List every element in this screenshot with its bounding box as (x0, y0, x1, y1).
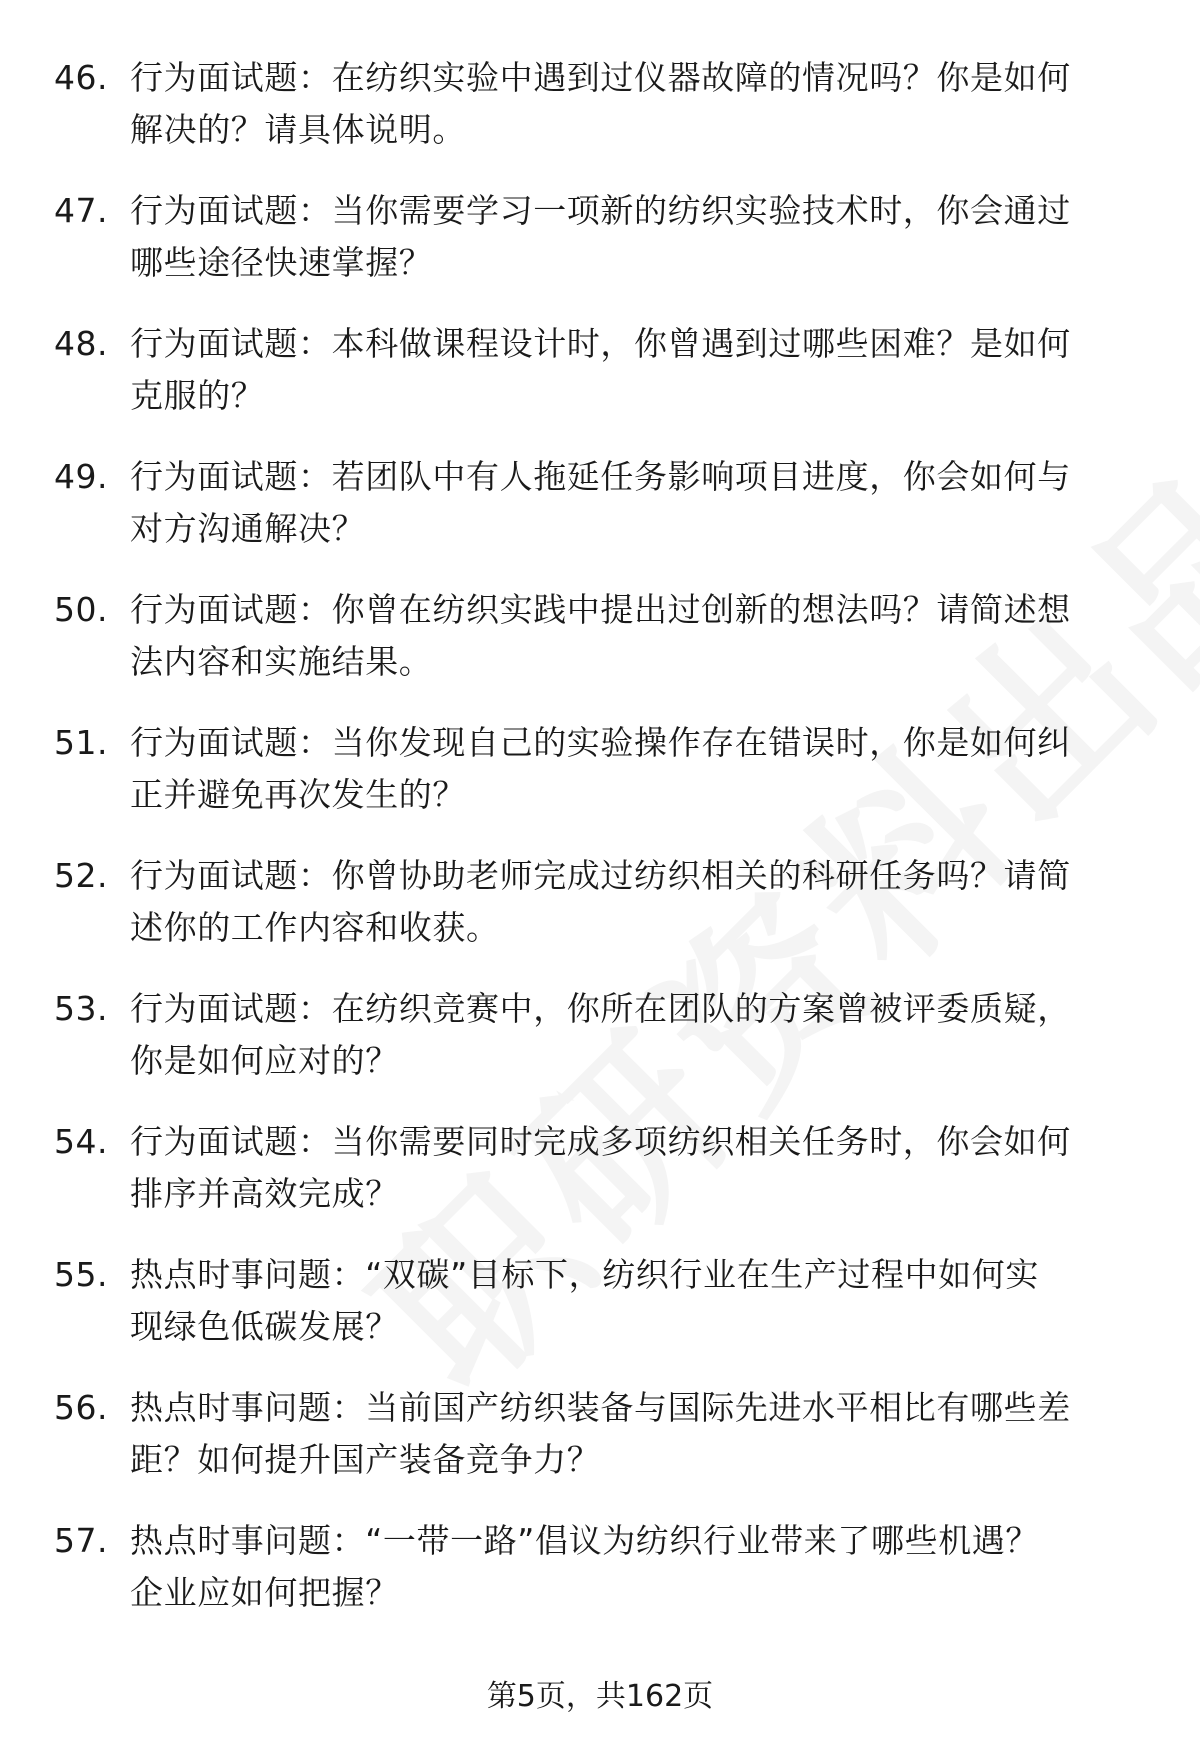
question-text-line: 排序并高效完成？ (130, 1174, 399, 1213)
question-item (0, 850, 1200, 983)
question-item (0, 1116, 1200, 1249)
question-text (130, 717, 1145, 821)
question-text (130, 185, 1145, 289)
question-number: 46. (54, 58, 108, 97)
question-text-line: 法内容和实施结果。 (130, 642, 433, 681)
question-item (0, 1382, 1200, 1515)
question-text (130, 451, 1145, 555)
question-text (130, 1382, 1145, 1486)
question-item (0, 1249, 1200, 1382)
question-number: 53. (54, 989, 108, 1028)
question-text-line: 正并避免再次发生的？ (130, 775, 466, 814)
question-number: 51. (54, 723, 108, 762)
question-item (0, 983, 1200, 1116)
question-text (130, 1515, 1145, 1619)
question-text-line: 哪些途径快速掌握？ (130, 243, 433, 282)
question-item (0, 318, 1200, 451)
question-text-line: 热点时事问题：“双碳”目标下，纺织行业在生产过程中如何实 (130, 1255, 1039, 1294)
question-text-line: 行为面试题：当你需要学习一项新的纺织实验技术时，你会通过 (130, 191, 1071, 230)
question-text (130, 850, 1145, 954)
question-text (130, 52, 1145, 156)
question-text-line: 对方沟通解决？ (130, 509, 366, 548)
question-text-line: 行为面试题：你曾在纺织实践中提出过创新的想法吗？请简述想 (130, 590, 1071, 629)
question-number: 52. (54, 856, 108, 895)
question-text (130, 983, 1145, 1087)
question-item (0, 584, 1200, 717)
question-item (0, 717, 1200, 850)
question-text-line: 现绿色低碳发展？ (130, 1307, 399, 1346)
question-number: 55. (54, 1255, 108, 1294)
question-number: 57. (54, 1521, 108, 1560)
question-number: 49. (54, 457, 108, 496)
question-number: 56. (54, 1388, 108, 1427)
question-text-line: 热点时事问题：当前国产纺织装备与国际先进水平相比有哪些差 (130, 1388, 1071, 1427)
question-list (0, 52, 1200, 1648)
question-text-line: 行为面试题：当你发现自己的实验操作存在错误时，你是如何纠 (130, 723, 1071, 762)
question-text-line: 解决的？请具体说明。 (130, 110, 466, 149)
question-text (130, 584, 1145, 688)
question-number: 50. (54, 590, 108, 629)
question-text-line: 行为面试题：若团队中有人拖延任务影响项目进度，你会如何与 (130, 457, 1071, 496)
question-text-line: 克服的？ (130, 376, 265, 415)
question-item (0, 451, 1200, 584)
page-footer: 第5页，共162页 (486, 1679, 714, 1714)
question-text-line: 行为面试题：你曾协助老师完成过纺织相关的科研任务吗？请简 (130, 856, 1071, 895)
question-item (0, 52, 1200, 185)
question-number: 48. (54, 324, 108, 363)
question-text-line: 行为面试题：当你需要同时完成多项纺织相关任务时，你会如何 (130, 1122, 1071, 1161)
question-text (130, 1249, 1145, 1353)
question-number: 54. (54, 1122, 108, 1161)
question-item (0, 185, 1200, 318)
question-text-line: 述你的工作内容和收获。 (130, 908, 500, 947)
question-number: 47. (54, 191, 108, 230)
question-text-line: 企业应如何把握？ (130, 1573, 399, 1612)
question-text (130, 1116, 1145, 1220)
question-text (130, 318, 1145, 422)
question-text-line: 行为面试题：在纺织实验中遇到过仪器故障的情况吗？你是如何 (130, 58, 1071, 97)
question-item (0, 1515, 1200, 1648)
question-text-line: 你是如何应对的？ (130, 1041, 399, 1080)
question-text-line: 距？如何提升国产装备竞争力？ (130, 1440, 601, 1479)
question-text-line: 行为面试题：在纺织竞赛中，你所在团队的方案曾被评委质疑， (130, 989, 1071, 1028)
question-text-line: 行为面试题：本科做课程设计时，你曾遇到过哪些困难？是如何 (130, 324, 1071, 363)
question-text-line: 热点时事问题：“一带一路”倡议为纺织行业带来了哪些机遇？ (130, 1521, 1039, 1560)
